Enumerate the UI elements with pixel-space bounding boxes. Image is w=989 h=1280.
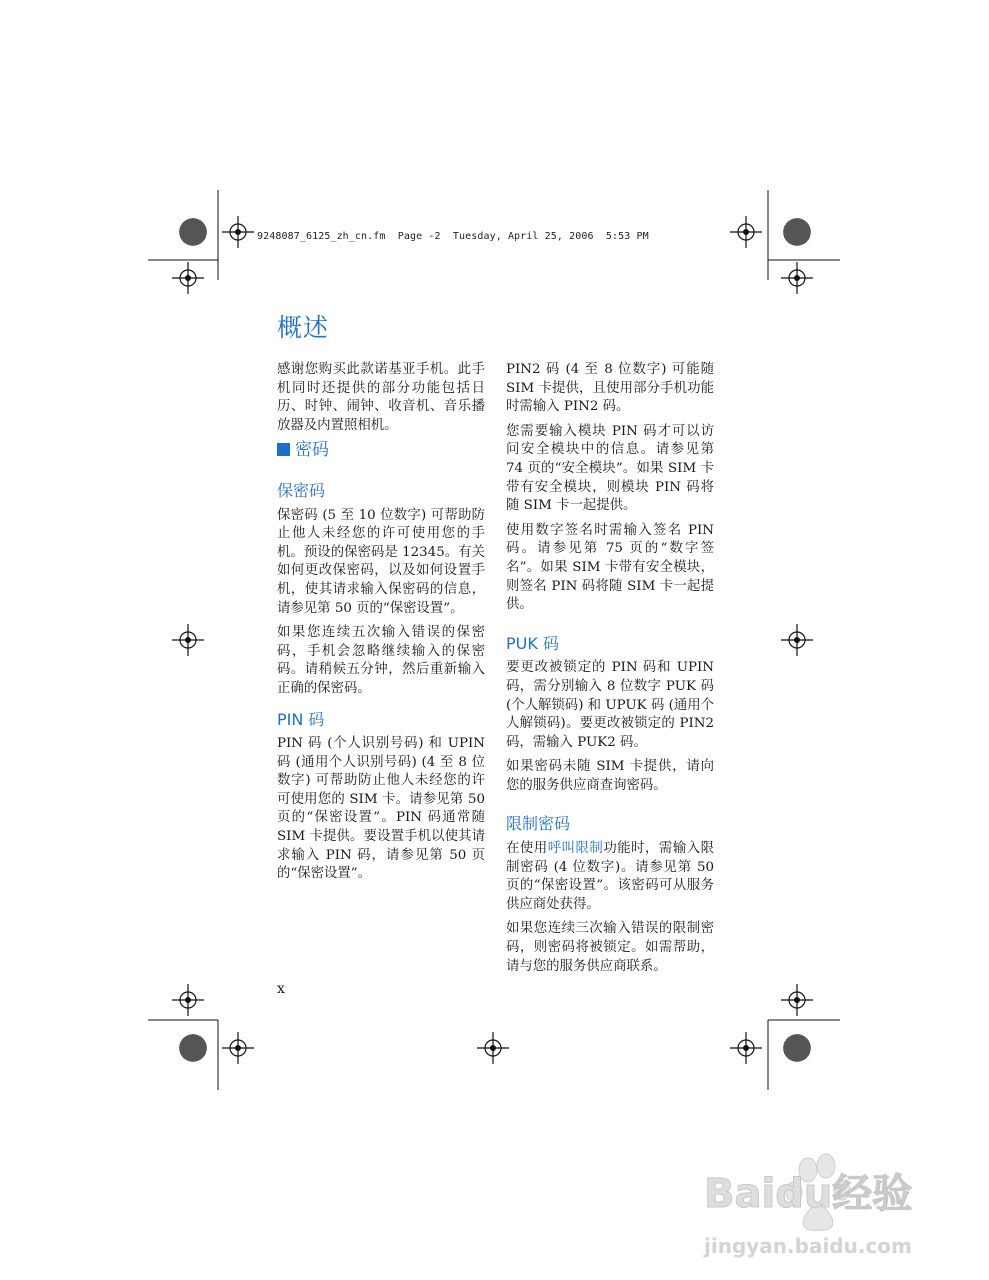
watermark-url: jingyan.baidu.com [704, 1234, 912, 1258]
registration-mark [172, 216, 813, 1064]
barring-paragraph-2: 如果您连续三次输入错误的限制密码，则密码将被锁定。如需帮助，请与您的服务供应商联系。 [506, 921, 714, 974]
security-code-paragraph-2: 如果您连续五次输入错误的保密码，手机会忽略继续输入的保密码。请稍候五分钟，然后重新输入正确的保密码。 [277, 625, 485, 696]
section-heading: 密码 [277, 441, 485, 460]
baidu-watermark [704, 1148, 964, 1268]
print-file-header: 9248087_6125_zh_cn.fm Page -2 Tuesday, April 25, 2006 5:53 PM [257, 231, 649, 242]
module-pin-paragraph: 您需要输入模块 PIN 码才可以访问安全模块中的信息。请参见第 74 页的“安全模块”。如果 SIM 卡带有安全模块，则模块 PIN 码将随 SIM 卡一起提供。 [506, 423, 714, 514]
right-column [506, 361, 714, 982]
left-column [277, 361, 485, 890]
puk-paragraph-1: 要更改被锁定的 PIN 码和 UPIN 码，需分别输入 8 位数字 PUK 码 (个人解锁码) 和 UPUK 码 (通用个人解锁码)。要更改被锁定的 PIN2 码，需输入 PUK2 码。 [506, 660, 714, 750]
intro-paragraph: 感谢您购买此款诺基亚手机。此手机同时还提供的部分功能包括日历、时钟、闹钟、收音机、音乐播放器及内置照相机。 [277, 362, 485, 433]
star-target-mark [179, 218, 811, 1062]
barring-paragraph-1: 在使用呼叫限制功能时，需输入限制密码 (4 位数字)。请参见第 50 页的“保密设置”。该密码可从服务供应商处获得。 [506, 841, 715, 912]
security-code-paragraph-1: 保密码 (5 至 10 位数字) 可帮助防止他人未经您的许可使用您的手机。预设的保密码是 12345。有关如何更改保密码，以及如何设置手机，使其请求输入保密码的信息，请参见第 50 页的“保密设置”。 [277, 507, 485, 616]
watermark-brand: Baidu经验 [704, 1171, 913, 1217]
signing-pin-paragraph: 使用数字签名时需输入签名 PIN 码。请参见第 75 页的“数字签名”。如果 SIM 卡带有安全模块，则签名 PIN 码将随 SIM 卡一起提供。 [506, 522, 714, 613]
pin2-paragraph: PIN2 码 (4 至 8 位数字) 可能随 SIM 卡提供，且使用部分手机功能时需输入 PIN2 码。 [506, 362, 714, 415]
pin-paragraph: PIN 码 (个人识别号码) 和 UPIN 码 (通用个人识别号码) (4 至 8 位数字) 可帮助防止他人未经您的许可使用您的 SIM 卡。请参见第 50 页的“保密设置”。PIN 码通常随 SIM 卡提供。要设置手机以使其请求输入 PIN 码，请参见第 50 页的“保密设置”。 [277, 736, 485, 882]
call-barring-link[interactable]: 呼叫限制 [547, 841, 604, 857]
page-title: 概述 [277, 313, 330, 342]
page-number: x [277, 981, 285, 997]
security-code-heading: 保密码 [277, 480, 326, 500]
square-bullet-icon [277, 443, 290, 456]
puk-heading: PUK 码 [506, 633, 559, 653]
barring-heading: 限制密码 [506, 814, 571, 834]
puk-paragraph-2: 如果密码未随 SIM 卡提供，请向您的服务供应商查询密码。 [506, 759, 714, 793]
pin-heading: PIN 码 [277, 709, 325, 729]
